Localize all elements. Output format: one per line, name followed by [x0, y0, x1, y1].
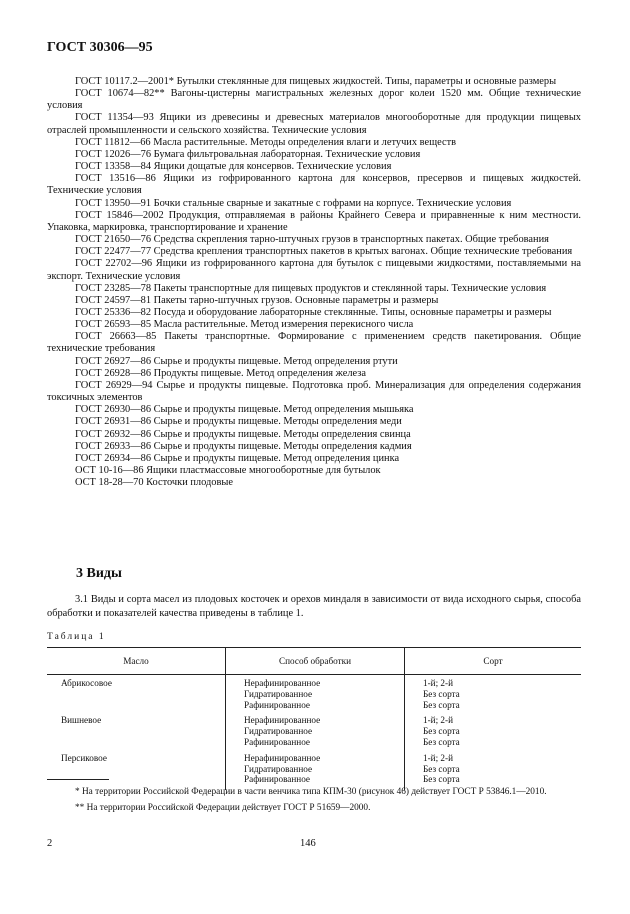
table-caption: Таблица 1	[47, 632, 106, 642]
page-header: ГОСТ 30306—95	[47, 40, 153, 55]
column-header-oil: Масло	[47, 648, 226, 675]
grade-cell: 1-й; 2-й Без сорта Без сорта	[423, 715, 460, 747]
reference-item: ГОСТ 21650—76 Средства скрепления тарно-штучных грузов в транспортных пакетах. Общие требования	[75, 234, 549, 246]
reference-item: ГОСТ 24597—81 Пакеты тарно-штучных грузов. Основные параметры и размеры	[75, 294, 439, 306]
reference-item: ГОСТ 13950—91 Бочки стальные сварные и закатные с гофрами на корпусе. Технические условия	[75, 197, 512, 209]
reference-item: ГОСТ 23285—78 Пакеты транспортные для пищевых продуктов и стеклянной тары. Технические условия	[75, 282, 547, 294]
reference-item: ГОСТ 26932—86 Сырье и продукты пищевые. Методы определения свинца	[75, 428, 411, 440]
method-cell: Нерафинированное Гидратированное Рафинированное	[226, 675, 405, 716]
reference-item: ГОСТ 26930—86 Сырье и продукты пищевые. Метод определения мышьяка	[75, 404, 414, 416]
reference-item: ГОСТ 25336—82 Посуда и оборудование лабораторные стеклянные. Типы, основные параметры и размеры	[75, 306, 552, 318]
footnotes	[47, 786, 581, 817]
grade-cell: 1-й; 2-й Без сорта Без сорта	[423, 752, 460, 785]
method-cell: Нерафинированное Гидратированное Рафинированное	[226, 753, 405, 790]
reference-item: ГОСТ 10674—82** Вагоны-цистерны магистральных железных дорог колеи 1520 мм. Общие технические условия	[47, 88, 581, 112]
reference-item: ГОСТ 26934—86 Сырье и продукты пищевые. Метод определения цинка	[75, 452, 400, 464]
reference-item: ГОСТ 26663—85 Пакеты транспортные. Формирование с применением средств пакетирования. Общие технические требования	[47, 331, 581, 355]
reference-item: ОСТ 10-16—86 Ящики пластмассовые многооборотные для бутылок	[75, 465, 381, 476]
reference-item: ГОСТ 12026—76 Бумага фильтровальная лабораторная. Технические условия	[75, 148, 421, 160]
reference-item: ОСТ 18-28—70 Косточки плодовые	[75, 477, 233, 489]
table-row	[47, 715, 581, 752]
reference-item: ГОСТ 26928—86 Продукты пищевые. Метод определения железа	[75, 367, 366, 379]
oil-cell: Абрикосовое	[47, 675, 226, 716]
reference-item: ГОСТ 26593—85 Масла растительные. Метод измерения перекисного числа	[75, 319, 414, 331]
method-cell: Нерафинированное Гидратированное Рафинированное	[226, 715, 405, 752]
table-row	[47, 753, 581, 790]
oil-types-table	[47, 647, 581, 790]
reference-item: ГОСТ 10117.2—2001* Бутылки стеклянные для пищевых жидкостей. Типы, параметры и основные размеры	[75, 76, 557, 87]
reference-item: ГОСТ 26931—86 Сырье и продукты пищевые. Методы определения меди	[75, 416, 402, 428]
normative-references-list	[47, 76, 581, 489]
reference-item: ГОСТ 22477—77 Средства крепления транспортных пакетов в крытых вагонах. Общие технические требования	[75, 246, 573, 258]
footnote-divider	[47, 779, 109, 780]
reference-item: ГОСТ 13358—84 Ящики дощатые для консервов. Технические условия	[75, 161, 392, 173]
oil-cell: Вишневое	[47, 715, 226, 752]
column-header-grade: Сорт	[405, 648, 582, 675]
footnote: * На территории Российской Федерации в части венчика типа КПМ-30 (рисунок 46) действует ГОСТ Р 53846.1—2010.	[75, 787, 547, 797]
reference-item: ГОСТ 26933—86 Сырье и продукты пищевые. Методы определения кадмия	[75, 440, 412, 452]
table-header-row	[47, 648, 581, 675]
reference-item: ГОСТ 15846—2002 Продукция, отправляемая в районы Крайнего Севера и приравненные к ним местности. Упаковка, маркировка, транспортирование и хранение	[47, 209, 581, 233]
reference-item: ГОСТ 26927—86 Сырье и продукты пищевые. Метод определения ртути	[75, 355, 398, 367]
reference-item: ГОСТ 13516—86 Ящики из гофрированного картона для консервов, пресервов и пищевых жидкостей. Технические условия	[47, 173, 581, 197]
page-number-center: 146	[300, 838, 316, 849]
reference-item: ГОСТ 26929—94 Сырье и продукты пищевые. Подготовка проб. Минерализация для определения содержания токсичных элементов	[47, 379, 581, 404]
grade-cell: 1-й; 2-й Без сорта Без сорта	[423, 678, 460, 710]
footnote: ** На территории Российской Федерации действует ГОСТ Р 51659—2000.	[75, 802, 371, 813]
reference-item: ГОСТ 22702—96 Ящики из гофрированного картона для бутылок с пищевыми жидкостями, поставляемыми на экспорт. Технические условия	[47, 258, 581, 282]
body-paragraph: 3.1 Виды и сорта масел из плодовых косточек и орехов миндаля в зависимости от вида исходного сырья, способа обработки и показателей качества приведены в таблице 1.	[47, 594, 581, 619]
column-header-method: Способ обработки	[226, 648, 405, 675]
section-title: 3 Виды	[76, 566, 122, 581]
reference-item: ГОСТ 11812—66 Масла растительные. Методы определения влаги и летучих веществ	[75, 136, 457, 148]
oil-cell: Персиковое	[47, 753, 226, 790]
page-number-left: 2	[47, 838, 53, 849]
reference-item: ГОСТ 11354—93 Ящики из древесины и древесных материалов многооборотные для продукции пищевых отраслей промышленности и сельского хозяйства. Технические условия	[47, 112, 581, 136]
table-row	[47, 675, 581, 716]
